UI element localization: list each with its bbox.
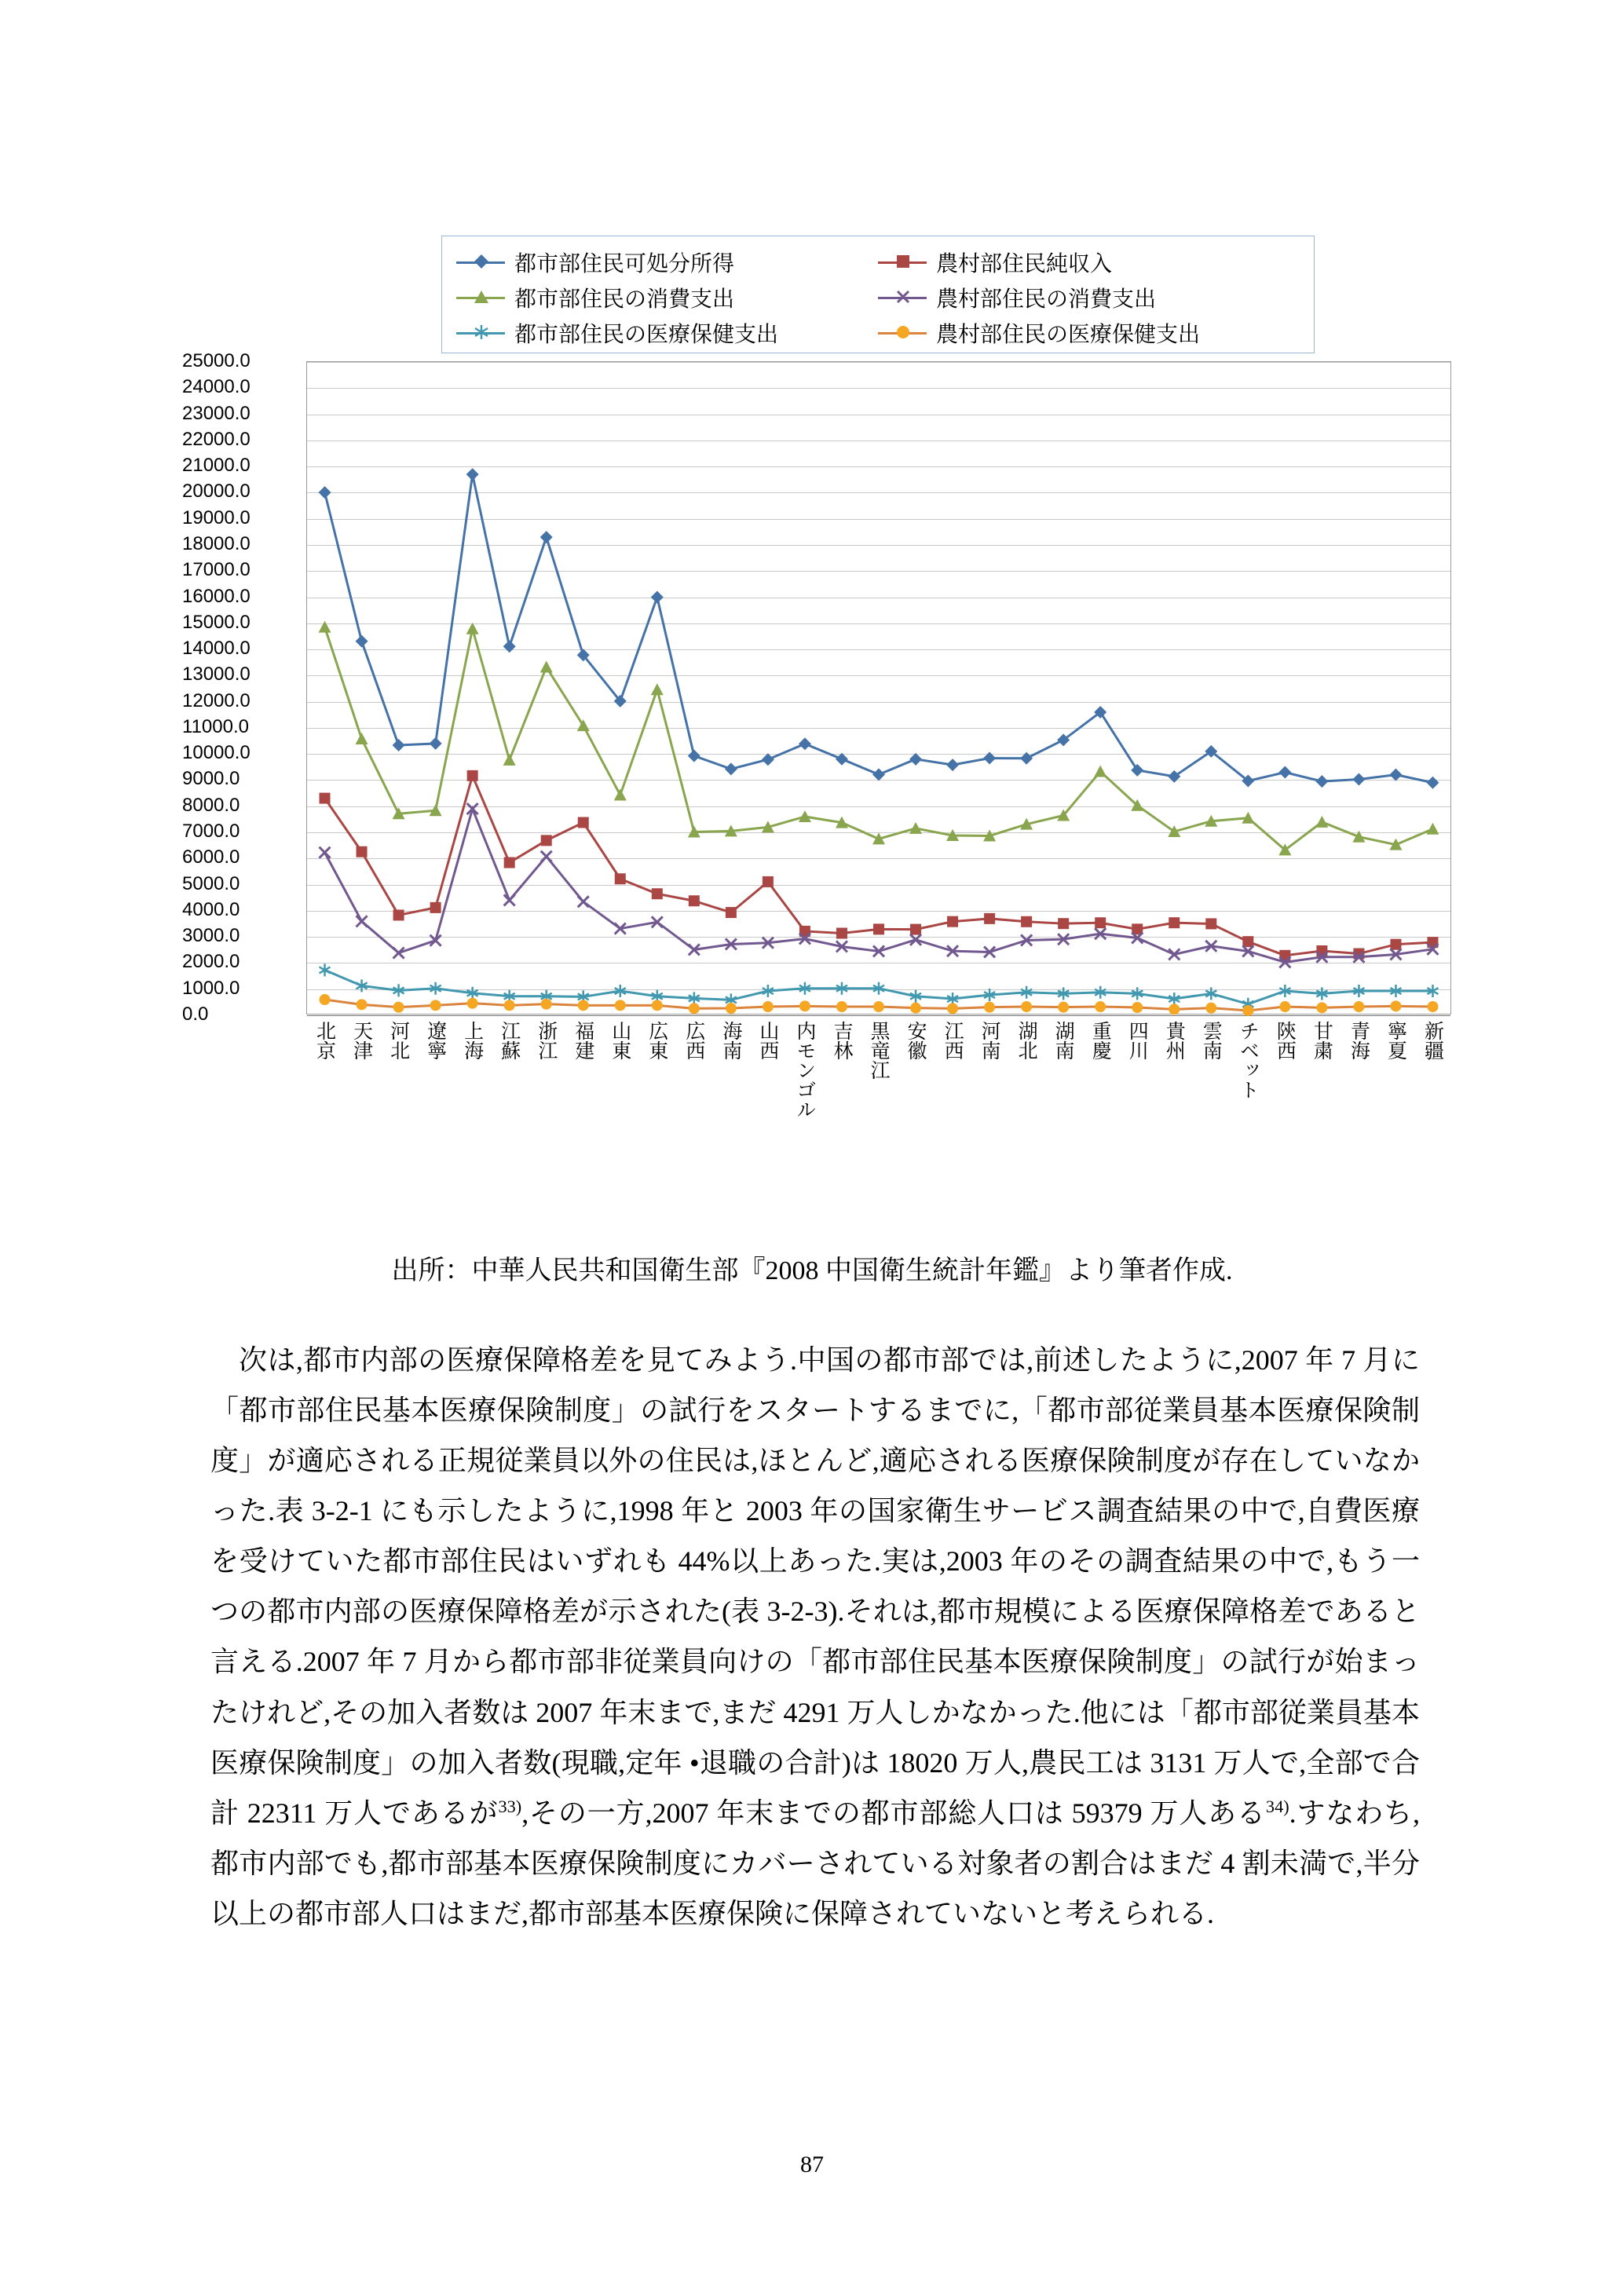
legend-row-3 [456,315,1300,350]
chart-plot-area [182,350,1454,1119]
series-point [983,752,996,765]
y-tick-label: 4000.0 [182,898,240,920]
series-point [430,737,442,750]
series-point [836,927,847,938]
series-point [357,999,368,1010]
series-point [504,1000,515,1011]
series-point [688,750,700,762]
series-point [393,739,405,751]
series-point [1352,831,1365,843]
legend-label-3: 農村部住民の消費支出 [936,286,1157,311]
series-point [872,768,885,781]
series-point [1058,1002,1069,1013]
y-tick-label: 8000.0 [182,794,240,816]
series-point [357,916,368,927]
legend-item-5 [878,317,1300,349]
x-tick-label: 新疆 [1421,1021,1444,1060]
series-point [393,909,404,920]
y-tick-label: 18000.0 [182,532,251,554]
series-point [726,1003,737,1014]
y-tick-label: 12000.0 [182,689,251,711]
x-tick-label: 河南 [978,1021,1001,1060]
x-tick-label: 山東 [609,1021,631,1060]
x-tick-label: 重慶 [1089,1021,1112,1060]
series-point [320,994,331,1005]
series-point [726,907,737,918]
series-point [504,857,515,868]
x-tick-label: 青海 [1348,1021,1370,1060]
series-point [467,998,478,1009]
x-tick-label: 上海 [461,1021,484,1060]
x-tick-label: 広東 [646,1021,668,1060]
series-point [836,753,848,766]
series-point [577,719,590,731]
x-tick-label: 山西 [756,1021,779,1060]
page-number: 87 [800,2152,824,2177]
y-tick-label: 13000.0 [182,664,251,686]
series-line-0 [325,474,1433,783]
series-point [873,923,884,934]
series-point [319,486,331,499]
y-tick-label: 2000.0 [182,951,240,973]
series-point [1021,1001,1032,1012]
series-point [689,1003,700,1014]
series-point [356,635,368,648]
series-point [1131,764,1143,777]
legend-row-1 [456,244,1300,280]
x-tick-label: 海南 [719,1021,742,1060]
series-point [1205,1003,1216,1014]
legend-marker-cross-icon [878,289,927,306]
series-point [1058,918,1069,929]
series-point [725,762,737,775]
series-point [762,753,774,766]
series-point [652,1000,663,1011]
series-point [946,759,959,771]
series-point [320,847,331,858]
y-tick-label: 17000.0 [182,559,251,581]
y-tick-label: 24000.0 [182,376,251,398]
series-point [503,754,516,766]
series-line-3 [325,809,1433,962]
paragraph-1-tail-1: ,その一方,2007 年末までの都市部総人口は 59379 万人ある [521,1797,1266,1829]
x-tick-label: 貴州 [1163,1021,1186,1060]
x-tick-label: 雲南 [1200,1021,1223,1060]
series-point [763,1001,774,1012]
series-point [1205,918,1216,929]
series-point [873,1001,884,1012]
legend-label-1: 農村部住民純収入 [936,250,1113,276]
x-tick-label: 河北 [387,1021,410,1060]
x-tick-label: 四川 [1126,1021,1149,1060]
series-point [578,896,589,907]
series-point [1427,1001,1438,1012]
legend-item-1 [878,247,1300,278]
series-point [1242,1005,1253,1016]
series-point [799,737,811,750]
legend-label-5: 農村部住民の医療保健支出 [936,321,1201,346]
series-point [1132,1002,1143,1013]
legend-item-4 [456,317,878,349]
chart-legend [441,236,1315,353]
series-point [578,817,589,828]
legend-marker-square-icon [878,254,927,271]
series-point [689,895,700,906]
data-series-lines [306,361,1451,1015]
y-tick-label: 16000.0 [182,585,251,607]
x-tick-label: 安徽 [905,1021,927,1060]
series-point [541,999,552,1010]
legend-item-2 [456,282,878,313]
series-point [393,1002,404,1013]
series-point [799,1000,810,1011]
y-tick-label: 11000.0 [182,715,249,737]
series-point [615,1000,626,1011]
series-point [1426,777,1439,789]
x-tick-label: チベット [1237,1021,1260,1099]
series-point [651,683,664,695]
paragraph-1-main: 次は,都市内部の医療保障格差を見てみよう.中国の都市部では,前述したように,2007 年 7 月に「都市部住民基本医療保険制度」の試行をスタートするまでに,「都市部従業員基本医療保険制度」が適応される正規従業員以外の住民は,ほとんど,適応される医療保険制度が存在していなかった.表 3-2-1 にも示したように,1998 年と 2003 年の国家衛生サービス調査結果の中で,自費医療を受けていた都市部住民はいずれも 44%以上あった.実は,2003 年のその調査結果の中で,もう一つの都市内部の医療保障格差が示された(表 3-2-3).それは,都市規模による医療保障格差であると言える.2007 年 7 月から都市部非従業員向けの「都市部住民基本医療保険制度」の試行が始まったけれど,その加入者数は 2007 年末まで,まだ 4291 万人しかなかった.他には「都市部従業員基本医療保険制度」の加入者数(現職,定年 •退職の合計)は 18020 万人,農民工は 3131 万人で,全部で合計 22311 万人であるが [210,1344,1420,1829]
y-tick-label: 23000.0 [182,402,251,424]
series-point [651,591,664,604]
paragraph-1-tail-2: .すなわち,都市内部でも,都市部基本医療保険制度にカバーされている対象者の割合はまだ 4 割未満で,半分以上の都市部人口はまだ,都市部基本医療保険に保障されていないと考えられる. [210,1797,1420,1929]
y-tick-label: 0.0 [182,1004,209,1025]
x-tick-label: 陝西 [1274,1021,1297,1060]
series-point [466,623,479,634]
footnote-ref-34: 34) [1265,1796,1289,1816]
series-point [357,846,368,857]
legend-label-2: 都市部住民の消費支出 [514,286,735,311]
x-tick-label: 黒竜江 [868,1021,890,1080]
x-tick-label: 江蘇 [498,1021,521,1060]
series-point [909,822,922,834]
x-tick-label: 江西 [942,1021,964,1060]
legend-row-2 [456,280,1300,315]
x-tick-label: 浙江 [535,1021,558,1060]
legend-label-0: 都市部住民可処分所得 [514,250,735,276]
series-point [909,753,922,766]
series-point [1315,775,1328,788]
x-tick-label: 湖南 [1052,1021,1075,1060]
footnote-ref-33: 33) [498,1796,522,1816]
x-tick-label: 寧夏 [1384,1021,1407,1060]
series-point [763,876,774,887]
series-point [540,661,553,673]
series-point [652,888,663,899]
series-point [393,948,404,959]
series-point [947,916,958,927]
y-tick-label: 5000.0 [182,872,240,894]
x-tick-label: 湖北 [1015,1021,1038,1060]
series-point [1020,752,1033,765]
series-point [1279,1001,1290,1012]
series-point [503,640,516,653]
legend-marker-asterisk-icon [456,324,505,342]
series-point [1095,1001,1106,1012]
series-point [504,894,515,905]
series-point [541,835,552,846]
chart-figure [182,236,1454,1139]
y-tick-label: 22000.0 [182,428,251,450]
figure-source-caption: 出所：中華人民共和国衛生部『2008 中国衛生統計年鑑』より筆者作成. [391,1256,1233,1285]
legend-marker-triangle-icon [456,289,505,306]
x-tick-label: 吉林 [830,1021,853,1060]
series-point [1242,936,1253,947]
y-tick-label: 25000.0 [182,350,251,371]
x-tick-label: 遼寧 [424,1021,447,1060]
gridline [307,1015,1450,1016]
series-point [947,1003,958,1014]
y-tick-label: 3000.0 [182,925,240,947]
legend-item-0 [456,247,878,278]
series-point [466,468,479,481]
legend-marker-diamond-icon [456,254,505,271]
x-axis-category-labels [306,1021,1451,1233]
legend-item-3 [878,282,1300,313]
series-point [1095,917,1106,928]
y-tick-label: 7000.0 [182,821,240,843]
series-point [1390,939,1401,950]
series-point [540,531,553,543]
series-point [984,1002,995,1013]
series-point [578,1000,589,1011]
x-tick-label: 北京 [313,1021,336,1060]
series-point [910,924,921,935]
series-point [1169,1004,1180,1015]
y-tick-label: 6000.0 [182,846,240,868]
series-point [614,788,627,800]
series-point [320,963,331,976]
body-text [210,1335,1420,1939]
x-tick-label: 福建 [572,1021,594,1060]
x-tick-label: 内モンゴル [793,1021,816,1119]
series-point [1094,765,1106,777]
series-point [615,873,626,884]
series-point [541,851,552,862]
y-axis-tick-labels [182,350,300,1025]
x-tick-label: 天津 [350,1021,373,1060]
y-tick-label: 19000.0 [182,506,251,528]
series-point [1316,1002,1327,1013]
series-point [320,793,331,804]
series-point [430,902,441,913]
paragraph-1 [210,1335,1420,1939]
series-point [1426,823,1439,835]
series-point [1169,917,1180,928]
series-point [356,733,368,744]
series-point [1021,916,1032,927]
y-tick-label: 1000.0 [182,977,240,999]
series-point [836,1001,847,1012]
series-point [1389,769,1402,781]
legend-marker-circle-icon [878,324,927,342]
series-point [1390,1000,1401,1011]
legend-label-4: 都市部住民の医療保健支出 [514,321,779,346]
y-tick-label: 21000.0 [182,455,251,477]
y-tick-label: 10000.0 [182,742,251,764]
series-point [1353,1001,1364,1012]
y-tick-label: 14000.0 [182,638,251,660]
series-point [1352,773,1365,785]
series-point [319,621,331,633]
series-point [1315,816,1328,828]
series-point [1278,766,1291,779]
x-tick-label: 甘粛 [1311,1021,1333,1060]
y-tick-label: 20000.0 [182,481,251,503]
series-point [430,1000,441,1011]
series-point [910,1003,921,1014]
series-point [467,770,478,781]
series-point [984,913,995,924]
y-tick-label: 15000.0 [182,611,251,633]
x-tick-label: 広西 [682,1021,705,1060]
y-tick-label: 9000.0 [182,768,240,790]
